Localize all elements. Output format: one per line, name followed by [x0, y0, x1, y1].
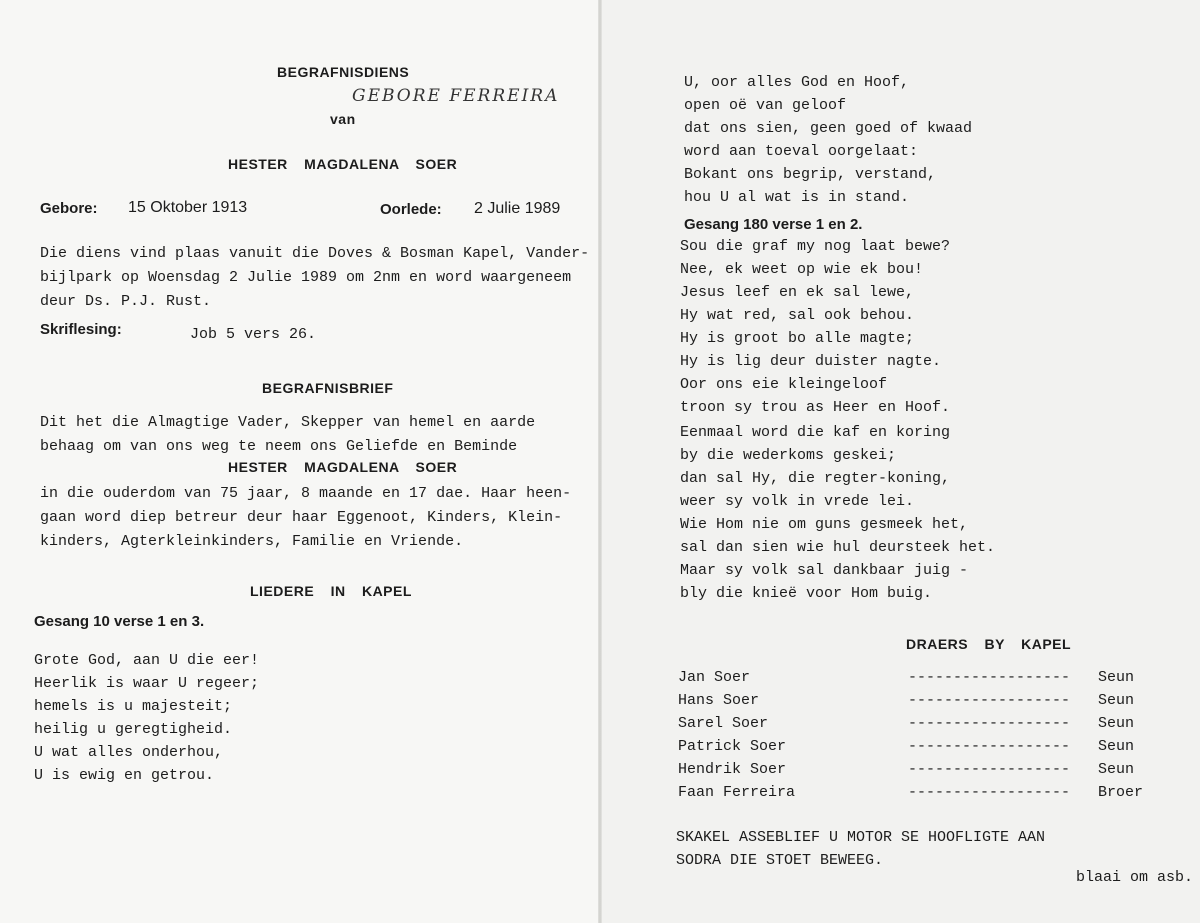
bearer-row: [678, 712, 1148, 735]
verse-b-line-2: Nee, ek weet op wie ek bou!: [680, 261, 924, 278]
born-date: 15 Oktober 1913: [128, 199, 248, 216]
letter-heading: BEGRAFNISBRIEF: [262, 380, 394, 396]
van-label: van: [330, 111, 356, 127]
hymn1-line-6: U is ewig en getrou.: [34, 767, 215, 784]
bearer-dashes: ------------------: [908, 715, 1071, 732]
verse-c-line-6: sal dan sien wie hul deursteek het.: [680, 539, 996, 556]
bearer-relation: Seun: [1098, 669, 1135, 686]
bearer-name: Sarel Soer: [678, 715, 769, 732]
letter-line-1: Dit het die Almagtige Vader, Skepper van hemel en aarde: [40, 414, 536, 431]
bearer-dashes: ------------------: [908, 669, 1071, 686]
letter-name: HESTER MAGDALENA SOER: [228, 459, 458, 475]
hymn1-title: Gesang 10 verse 1 en 3.: [34, 613, 205, 630]
verse-a-line-6: hou U al wat is in stand.: [684, 189, 910, 206]
verse-c-line-2: by die wederkoms geskei;: [680, 447, 897, 464]
bearer-name: Hendrik Soer: [678, 761, 787, 778]
service-line-2: bijlpark op Woensdag 2 Julie 1989 om 2nm en word waargeneem: [40, 269, 572, 286]
hymn1-line-1: Grote God, aan U die eer!: [34, 652, 260, 669]
verse-a-line-1: U, oor alles God en Hoof,: [684, 74, 910, 91]
turn-over-note: blaai om asb.: [1076, 869, 1194, 886]
born-label: Gebore:: [40, 200, 98, 217]
bearer-relation: Seun: [1098, 692, 1135, 709]
verse-b-line-7: Oor ons eie kleingeloof: [680, 376, 888, 393]
bearer-row: [678, 758, 1148, 781]
verse-a-line-3: dat ons sien, geen goed of kwaad: [684, 120, 973, 137]
verse-b-line-8: troon sy trou as Heer en Hoof.: [680, 399, 951, 416]
handwritten-note: GEBORE FERREIRA: [352, 86, 560, 106]
letter-line-5: kinders, Agterkleinkinders, Familie en Vriende.: [40, 533, 464, 550]
bearer-dashes: ------------------: [908, 761, 1071, 778]
scripture-value: Job 5 vers 26.: [190, 326, 317, 343]
verse-b-line-6: Hy is lig deur duister nagte.: [680, 353, 942, 370]
deceased-name: HESTER MAGDALENA SOER: [228, 156, 458, 172]
verse-c-line-3: dan sal Hy, die regter-koning,: [680, 470, 951, 487]
bearer-row: [678, 689, 1148, 712]
hymn1-line-3: hemels is u majesteit;: [34, 698, 233, 715]
verse-b-line-1: Sou die graf my nog laat bewe?: [680, 238, 951, 255]
notice-line-1: SKAKEL ASSEBLIEF U MOTOR SE HOOFLIGTE AAN: [676, 829, 1046, 846]
verse-b-line-5: Hy is groot bo alle magte;: [680, 330, 915, 347]
verse-c-line-5: Wie Hom nie om guns gesmeek het,: [680, 516, 969, 533]
hymn1-line-4: heilig u geregtigheid.: [34, 721, 233, 738]
hymn1-line-5: U wat alles onderhou,: [34, 744, 224, 761]
verse-a-line-4: word aan toeval oorgelaat:: [684, 143, 919, 160]
verse-a-line-2: open oë van geloof: [684, 97, 847, 114]
service-line-1: Die diens vind plaas vanuit die Doves & Bosman Kapel, Vander-: [40, 245, 590, 262]
died-label: Oorlede:: [380, 201, 442, 218]
scripture-label: Skriflesing:: [40, 321, 122, 338]
page-fold: [598, 0, 602, 923]
bearer-row: [678, 781, 1148, 804]
service-heading: BEGRAFNISDIENS: [277, 64, 410, 80]
verse-b-line-3: Jesus leef en ek sal lewe,: [680, 284, 915, 301]
notice-line-2: SODRA DIE STOET BEWEEG.: [676, 852, 884, 869]
hymn2-title: Gesang 180 verse 1 en 2.: [684, 216, 863, 233]
bearer-name: Faan Ferreira: [678, 784, 796, 801]
bearer-relation: Seun: [1098, 761, 1135, 778]
died-date: 2 Julie 1989: [474, 200, 561, 217]
verse-c-line-4: weer sy volk in vrede lei.: [680, 493, 915, 510]
bearer-name: Jan Soer: [678, 669, 751, 686]
hymn1-line-2: Heerlik is waar U regeer;: [34, 675, 260, 692]
bearer-name: Patrick Soer: [678, 738, 787, 755]
bearer-relation: Seun: [1098, 738, 1135, 755]
verse-a-line-5: Bokant ons begrip, verstand,: [684, 166, 937, 183]
bearer-relation: Seun: [1098, 715, 1135, 732]
bearer-dashes: ------------------: [908, 692, 1071, 709]
verse-b-line-4: Hy wat red, sal ook behou.: [680, 307, 915, 324]
service-line-3: deur Ds. P.J. Rust.: [40, 293, 212, 310]
verse-c-line-8: bly die knieë voor Hom buig.: [680, 585, 933, 602]
verse-c-line-1: Eenmaal word die kaf en koring: [680, 424, 951, 441]
verse-c-line-7: Maar sy volk sal dankbaar juig -: [680, 562, 969, 579]
letter-line-4: gaan word diep betreur deur haar Eggenoot, Kinders, Klein-: [40, 509, 563, 526]
bearer-row: [678, 735, 1148, 758]
bearer-relation: Broer: [1098, 784, 1144, 801]
bearer-name: Hans Soer: [678, 692, 760, 709]
letter-line-2: behaag om van ons weg te neem ons Geliefde en Beminde: [40, 438, 518, 455]
bearer-row: [678, 666, 1148, 689]
bearer-dashes: ------------------: [908, 784, 1071, 801]
bearers-heading: DRAERS BY KAPEL: [906, 636, 1072, 652]
bearer-dashes: ------------------: [908, 738, 1071, 755]
letter-line-3: in die ouderdom van 75 jaar, 8 maande en 17 dae. Haar heen-: [40, 485, 572, 502]
songs-heading: LIEDERE IN KAPEL: [250, 583, 412, 599]
